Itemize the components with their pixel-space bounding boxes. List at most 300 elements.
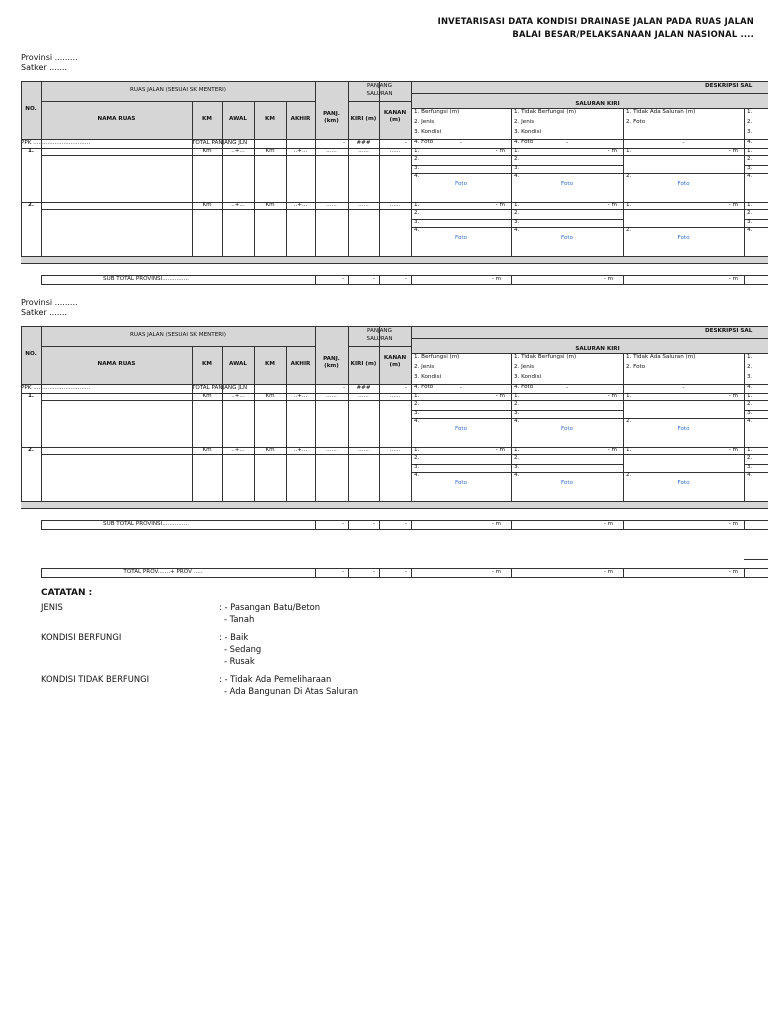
km-cell: Km <box>202 447 212 453</box>
item-num: 2. <box>514 156 520 162</box>
panjang-saluran-header: PANJANG <box>367 83 392 89</box>
col-kiri-header: KIRI (m) <box>350 116 377 122</box>
grid-line <box>744 139 745 256</box>
col-kanan-header: KANAN <box>383 110 407 116</box>
akhir-cell: ..+... <box>293 393 308 399</box>
foto-link[interactable]: Foto <box>677 480 690 486</box>
col-panj-header: PANJ. <box>323 356 340 362</box>
length-m: - m <box>728 447 738 453</box>
grid-line <box>379 384 380 501</box>
grid-line <box>41 101 315 102</box>
subtotal-label: SUB TOTAL PROVINSI............... <box>103 276 189 282</box>
grid-line <box>21 384 768 385</box>
foto-link[interactable]: Foto <box>454 181 468 187</box>
kiri-cell: ...... <box>358 393 369 399</box>
tidak-berfungsi-header-line: 1. Tidak Berfungsi (m) <box>514 354 577 360</box>
grid-line <box>511 219 623 220</box>
berfungsi-header-line: 3. Kondisi <box>414 374 442 380</box>
item-num: 1. <box>747 447 753 453</box>
item-num: 4. <box>514 227 520 233</box>
item-num: 4. <box>414 418 420 424</box>
grid-line <box>511 227 623 228</box>
tidak-ada-header-line: 2. Foto <box>626 119 646 125</box>
col-panj-header: PANJ. <box>323 111 340 117</box>
grid-line <box>511 139 512 256</box>
ppk-kanan: - <box>404 385 407 391</box>
length-m: - m <box>728 148 738 154</box>
saluran-kiri-header: SALURAN KIRI <box>575 346 620 352</box>
subtotal-panj: - <box>341 276 344 282</box>
subtotal-berfungsi: - m <box>491 521 501 527</box>
berfungsi-header-line: 2. Jenis <box>414 119 435 125</box>
grid-line <box>41 346 315 347</box>
col-kanan-unit: (m) <box>389 117 401 123</box>
col-nama-ruas-header: NAMA RUAS <box>97 116 136 122</box>
length-m: - m <box>607 202 617 208</box>
col-akhir-header: AKHIR <box>290 361 311 367</box>
cut-header-line: 3. <box>747 374 753 380</box>
grid-line <box>511 464 623 465</box>
grid-line <box>623 384 624 501</box>
grid-line <box>315 139 316 256</box>
provinsi-label: Provinsi ......... <box>21 298 78 307</box>
length-m: - m <box>495 393 505 399</box>
km-cell: Km <box>202 202 212 208</box>
cut-header-line: 3. <box>747 129 753 135</box>
item-num: 2. <box>414 210 420 216</box>
grid-line <box>411 139 412 256</box>
note-label: KONDISI TIDAK BERFUNGI <box>41 674 150 684</box>
grid-line <box>411 173 511 174</box>
col-no-header: NO. <box>25 106 37 112</box>
col-nama-ruas-header: NAMA RUAS <box>97 361 136 367</box>
grid-line <box>286 139 287 256</box>
item-num: 1. <box>626 202 632 208</box>
foto-link[interactable]: Foto <box>454 426 468 432</box>
total-kanan: - <box>404 569 407 575</box>
berfungsi-header-line: 2. Jenis <box>414 364 435 370</box>
ruas-jalan-group-header: RUAS JALAN (SESUAI SK MENTERI) <box>130 87 226 93</box>
cut-header-line: 4. <box>747 139 753 145</box>
note-value: : - Baik <box>219 632 249 642</box>
grid-line <box>744 275 745 284</box>
panj-cell: ...... <box>326 202 337 208</box>
grid-line <box>744 568 745 577</box>
berfungsi-header-line: 4. Foto <box>414 384 434 390</box>
foto-link[interactable]: Foto <box>560 235 574 241</box>
foto-link[interactable]: Foto <box>677 235 690 241</box>
item-num: 2. <box>747 401 753 407</box>
grid-line <box>623 173 744 174</box>
grid-line <box>623 227 744 228</box>
item-num: 2. <box>514 455 520 461</box>
grid-line <box>41 284 768 285</box>
foto-link[interactable]: Foto <box>677 181 690 187</box>
grid-line <box>411 219 511 220</box>
grid-line <box>21 384 22 501</box>
tidak-ada-header-line: 1. Tidak Ada Saluran (m) <box>626 109 696 115</box>
col-panj-unit: (km) <box>324 118 339 124</box>
kiri-cell: ...... <box>358 148 369 154</box>
grid-line <box>222 384 223 501</box>
grid-line <box>411 353 768 354</box>
note-value: : - Pasangan Batu/Beton <box>219 602 321 612</box>
grid-line <box>411 454 511 455</box>
item-num: 1. <box>626 393 632 399</box>
grid-line <box>411 410 511 411</box>
item-num: 4. <box>414 173 420 179</box>
item-num: 4. <box>414 227 420 233</box>
grid-line <box>41 454 411 455</box>
col-panj-unit: (km) <box>324 363 339 369</box>
item-num: 3. <box>514 165 520 171</box>
grid-line <box>411 338 768 339</box>
foto-link[interactable]: Foto <box>560 181 574 187</box>
item-num: 1. <box>514 202 520 208</box>
berfungsi-header-line: 3. Kondisi <box>414 129 442 135</box>
total-panjang-jln: TOTAL PANJANG JLN <box>192 140 248 146</box>
cut-header-line: 1. <box>747 354 753 360</box>
item-num: 3. <box>747 410 753 416</box>
length-m: - m <box>495 202 505 208</box>
grid-line <box>41 400 411 401</box>
item-num: 2. <box>514 401 520 407</box>
item-num: 2. <box>414 401 420 407</box>
grid-line <box>511 410 623 411</box>
col-km2-header: KM <box>265 361 275 367</box>
grid-line <box>348 326 349 384</box>
foto-link[interactable]: Foto <box>560 426 574 432</box>
grid-line <box>623 155 744 156</box>
grid-line <box>411 326 412 384</box>
ppk-kanan: - <box>404 140 407 146</box>
awal-cell: ..+... <box>231 202 245 208</box>
grid-line <box>411 93 768 94</box>
length-m: - m <box>607 447 617 453</box>
section-separator <box>21 256 768 264</box>
kanan-cell: ...... <box>389 447 401 453</box>
panj-cell: ...... <box>326 393 337 399</box>
col-kanan-unit: (m) <box>389 362 401 368</box>
length-m: - m <box>495 447 505 453</box>
ppk-berfungsi: - <box>459 385 463 391</box>
subtotal-panj: - <box>341 521 344 527</box>
grid-line <box>286 384 287 501</box>
akhir-cell: ..+... <box>293 148 308 154</box>
grid-line <box>623 209 744 210</box>
panj-cell: ...... <box>326 148 337 154</box>
tidak-berfungsi-header-line: 3. Kondisi <box>514 374 542 380</box>
grid-line <box>744 353 745 384</box>
subtotal-tidak-berfungsi: - m <box>603 276 613 282</box>
item-num: 2. <box>747 156 753 162</box>
tidak-berfungsi-header-line: 2. Jenis <box>514 364 535 370</box>
note-value: - Rusak <box>224 656 255 666</box>
item-num: 3. <box>747 219 753 225</box>
ppk-label: PPK ................................ <box>21 385 91 391</box>
ppk-berfungsi: - <box>459 140 463 146</box>
item-num: 2. <box>626 173 632 179</box>
awal-cell: ..+... <box>231 148 245 154</box>
grid-line <box>411 384 412 501</box>
item-num: 1. <box>626 447 632 453</box>
tidak-ada-header-line: 1. Tidak Ada Saluran (m) <box>626 354 696 360</box>
tidak-berfungsi-header-line: 1. Tidak Berfungsi (m) <box>514 109 577 115</box>
subtotal-tidak-ada: - m <box>728 521 738 527</box>
akhir-cell: ..+... <box>293 202 308 208</box>
item-num: 2. <box>514 210 520 216</box>
berfungsi-header-line: 1. Berfungsi (m) <box>414 109 460 115</box>
total-tidak-ada: - m <box>728 569 738 575</box>
panjang-saluran-header-2: SALURAN <box>366 91 393 97</box>
grid-line <box>41 529 768 530</box>
grid-line <box>411 472 511 473</box>
note-value: : - Tidak Ada Pemeliharaan <box>219 674 332 684</box>
note-value: - Sedang <box>224 644 262 654</box>
ruas-jalan-group-header: RUAS JALAN (SESUAI SK MENTERI) <box>130 332 226 338</box>
grid-line <box>511 108 512 139</box>
tidak-berfungsi-header-line: 3. Kondisi <box>514 129 542 135</box>
grid-line <box>511 418 623 419</box>
total-panj: - <box>341 569 344 575</box>
foto-link[interactable]: Foto <box>454 235 468 241</box>
km-cell: Km <box>202 393 212 399</box>
length-m: - m <box>728 393 738 399</box>
item-num: 3. <box>414 165 420 171</box>
cut-header-line: 2. <box>747 119 753 125</box>
item-num: 4. <box>747 472 753 478</box>
item-num: 2. <box>747 210 753 216</box>
foto-link[interactable]: Foto <box>560 480 574 486</box>
grid-line <box>222 139 223 256</box>
grid-line <box>41 384 42 501</box>
note-label: JENIS <box>41 602 63 612</box>
grid-line <box>744 559 768 560</box>
grid-line <box>411 209 511 210</box>
note-value: - Tanah <box>224 614 255 624</box>
panjang-saluran-header: PANJANG <box>367 328 392 334</box>
foto-link[interactable]: Foto <box>677 426 690 432</box>
subtotal-berfungsi: - m <box>491 276 501 282</box>
grid-line <box>511 209 623 210</box>
kanan-cell: ...... <box>389 202 401 208</box>
item-num: 2. <box>626 227 632 233</box>
awal-cell: ..+... <box>231 393 245 399</box>
item-num: 4. <box>514 173 520 179</box>
item-num: 4. <box>414 472 420 478</box>
note-value: - Ada Bangunan Di Atas Saluran <box>224 686 359 696</box>
item-num: 2. <box>626 472 632 478</box>
item-num: 1. <box>626 148 632 154</box>
row-number: 1. <box>27 148 35 154</box>
total-tidak-berfungsi: - m <box>603 569 613 575</box>
grid-line <box>21 81 768 82</box>
panj-cell: ...... <box>326 447 337 453</box>
subtotal-tidak-ada: - m <box>728 276 738 282</box>
grid-line <box>348 139 349 256</box>
item-num: 1. <box>414 447 420 453</box>
item-num: 1. <box>747 202 753 208</box>
km2-cell: Km <box>265 393 275 399</box>
grid-line <box>623 108 624 139</box>
grid-line <box>379 139 380 256</box>
item-num: 3. <box>414 464 420 470</box>
deskripsi-header: DESKRIPSI SAL <box>705 83 753 89</box>
ppk-tidak-berfungsi: - <box>565 140 569 146</box>
row-number: 2. <box>27 202 35 208</box>
panjang-saluran-header-2: SALURAN <box>366 336 393 342</box>
col-km-header: KM <box>202 361 212 367</box>
ppk-label: PPK ................................ <box>21 140 91 146</box>
col-awal-header: AWAL <box>229 361 247 367</box>
note-label: KONDISI BERFUNGI <box>41 632 122 642</box>
ppk-panj: - <box>342 385 345 391</box>
col-no-header: NO. <box>25 351 37 357</box>
item-num: 1. <box>414 148 420 154</box>
cut-header-line: 1. <box>747 109 753 115</box>
cut-header-line: 4. <box>747 384 753 390</box>
grid-line <box>21 139 768 140</box>
grid-line <box>21 139 22 256</box>
grid-line <box>348 81 349 139</box>
subtotal-kiri: - <box>372 521 375 527</box>
total-berfungsi: - m <box>491 569 501 575</box>
grid-line <box>744 520 745 529</box>
item-num: 2. <box>414 156 420 162</box>
grid-line <box>744 108 745 139</box>
item-num: 3. <box>414 410 420 416</box>
berfungsi-header-line: 1. Berfungsi (m) <box>414 354 460 360</box>
kanan-cell: ...... <box>389 148 401 154</box>
subtotal-kiri: - <box>372 276 375 282</box>
row-number: 2. <box>27 447 35 453</box>
item-num: 4. <box>747 227 753 233</box>
grid-line <box>623 400 744 401</box>
total-panjang-jln: TOTAL PANJANG JLN <box>192 385 248 391</box>
grid-line <box>192 139 193 256</box>
grid-line <box>315 384 316 501</box>
grid-line <box>411 418 511 419</box>
item-num: 2. <box>626 418 632 424</box>
grid-line <box>511 454 623 455</box>
ppk-kiri: ### <box>356 140 371 146</box>
item-num: 4. <box>514 472 520 478</box>
item-num: 1. <box>514 393 520 399</box>
item-num: 4. <box>747 418 753 424</box>
tidak-ada-header-line: 2. Foto <box>626 364 646 370</box>
grid-line <box>411 155 511 156</box>
item-num: 2. <box>747 455 753 461</box>
grid-line <box>511 155 623 156</box>
grid-line <box>411 464 511 465</box>
akhir-cell: ..+... <box>293 447 308 453</box>
col-akhir-header: AKHIR <box>290 116 311 122</box>
grid-line <box>623 472 744 473</box>
item-num: 1. <box>747 393 753 399</box>
report-title-line-1: INVETARISASI DATA KONDISI DRAINASE JALAN PADA RUAS JALAN <box>437 16 754 26</box>
km2-cell: Km <box>265 148 275 154</box>
col-kanan-header: KANAN <box>383 355 407 361</box>
saluran-kiri-header: SALURAN KIRI <box>575 101 620 107</box>
grid-line <box>192 384 193 501</box>
grid-line <box>315 81 316 139</box>
subtotal-label: SUB TOTAL PROVINSI............... <box>103 521 189 527</box>
grid-line <box>254 139 255 256</box>
subtotal-kanan: - <box>404 276 407 282</box>
grid-line <box>41 577 768 578</box>
item-num: 1. <box>514 447 520 453</box>
grid-line <box>41 139 42 256</box>
satker-label: Satker ....... <box>21 308 68 317</box>
grid-line <box>511 384 512 501</box>
item-num: 1. <box>747 148 753 154</box>
item-num: 1. <box>514 148 520 154</box>
item-num: 3. <box>514 410 520 416</box>
kanan-cell: ...... <box>389 393 401 399</box>
item-num: 3. <box>414 219 420 225</box>
notes-heading: CATATAN : <box>41 588 93 598</box>
grid-line <box>411 227 511 228</box>
item-num: 3. <box>747 464 753 470</box>
item-num: 3. <box>514 219 520 225</box>
grid-line <box>511 472 623 473</box>
kiri-cell: ...... <box>358 202 369 208</box>
col-km-header: KM <box>202 116 212 122</box>
grid-line <box>511 353 512 384</box>
col-km2-header: KM <box>265 116 275 122</box>
grid-line <box>744 384 745 501</box>
length-m: - m <box>607 148 617 154</box>
grid-line <box>348 384 349 501</box>
item-num: 3. <box>747 165 753 171</box>
grid-line <box>511 173 623 174</box>
grid-line <box>41 209 411 210</box>
item-num: 4. <box>514 418 520 424</box>
item-num: 1. <box>414 202 420 208</box>
subtotal-tidak-berfungsi: - m <box>603 521 613 527</box>
provinsi-label: Provinsi ......... <box>21 53 78 62</box>
grid-line <box>623 454 744 455</box>
report-title-line-2: BALAI BESAR/PELAKSANAAN JALAN NASIONAL .... <box>512 29 754 39</box>
berfungsi-header-line: 4. Foto <box>414 139 434 145</box>
ppk-tidak-berfungsi: - <box>565 385 569 391</box>
satker-label: Satker ....... <box>21 63 68 72</box>
grid-line <box>511 400 623 401</box>
foto-link[interactable]: Foto <box>454 480 468 486</box>
length-m: - m <box>728 202 738 208</box>
ppk-panj: - <box>342 140 345 146</box>
ppk-kiri: ### <box>356 385 371 391</box>
tidak-berfungsi-header-line: 2. Jenis <box>514 119 535 125</box>
km-cell: Km <box>202 148 212 154</box>
item-num: 1. <box>414 393 420 399</box>
length-m: - m <box>607 393 617 399</box>
cut-header-line: 2. <box>747 364 753 370</box>
grid-line <box>411 81 412 139</box>
length-m: - m <box>495 148 505 154</box>
section-separator <box>21 501 768 509</box>
grid-line <box>623 418 744 419</box>
awal-cell: ..+... <box>231 447 245 453</box>
total-kiri: - <box>372 569 375 575</box>
subtotal-kanan: - <box>404 521 407 527</box>
deskripsi-header: DESKRIPSI SAL <box>705 328 753 334</box>
tidak-berfungsi-header-line: 4. Foto <box>514 384 534 390</box>
ppk-tidak-ada: - <box>682 385 685 391</box>
grid-line <box>511 165 623 166</box>
tidak-berfungsi-header-line: 4. Foto <box>514 139 534 145</box>
km2-cell: Km <box>265 447 275 453</box>
